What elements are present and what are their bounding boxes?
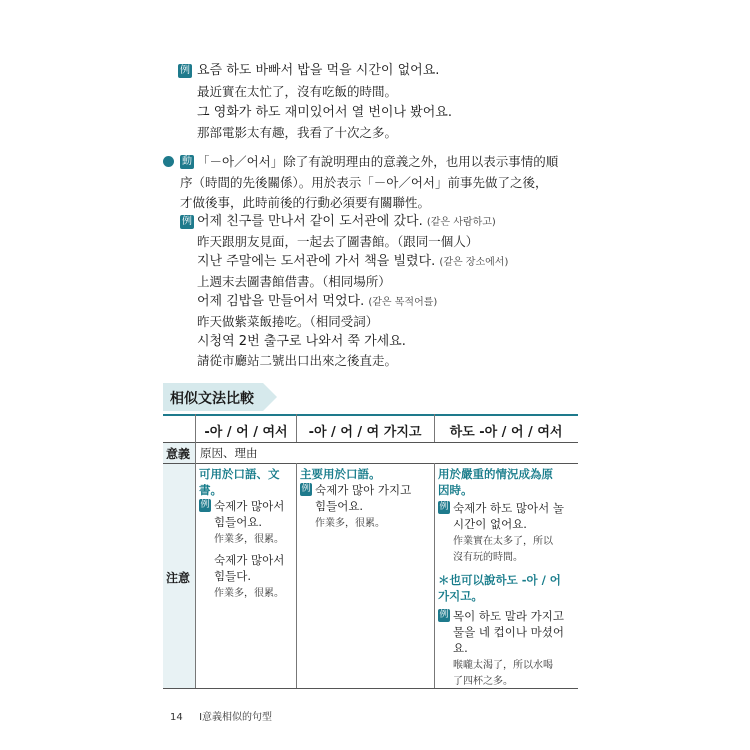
table-divider — [296, 463, 297, 688]
example-line-kr: 시청역 2번 출구로 나와서 쭉 가세요. — [197, 334, 406, 349]
example-line-kr: 요즘 하도 바빠서 밥을 먹을 시간이 없어요. — [197, 63, 440, 78]
row-label-column — [163, 442, 195, 688]
example-line-zh: 昨天跟朋友見面，一起去了圖書館。（跟同一個人） — [197, 234, 479, 249]
col3-example2 — [438, 608, 576, 690]
section-title: 相似文法比較 — [170, 391, 254, 407]
bullet-dot-icon — [163, 156, 174, 167]
chapter-title: Ⅰ意義相似的句型 — [199, 712, 273, 723]
col3-ex2-zh: 了四杯之多。 — [453, 676, 513, 687]
col2-ex-zh: 作業多，很累。 — [315, 518, 385, 529]
section-header-arrow — [263, 383, 277, 411]
example-badge: 例 — [200, 500, 210, 510]
verb-note-line: 「－아／어서」除了有說明理由的意義之外，也用以表示事情的順 — [197, 154, 559, 169]
col3-ex2-zh: 喉嚨太渴了，所以水喝 — [453, 660, 553, 671]
example-line-zh: 昨天做紫菜飯捲吃。（相同受詞） — [197, 314, 379, 329]
col3-ex1-kr: 시간이 없어요. — [453, 517, 527, 531]
example-badge: 例 — [439, 502, 449, 512]
table-top-rule — [163, 414, 578, 416]
example-line-zh: 上週末去圖書館借書。（相同場所） — [197, 274, 391, 289]
col3-ex2-kr: 요. — [453, 641, 468, 655]
col1-ex1-zh: 作業多，很累。 — [214, 534, 284, 545]
col3-also: ＊也可以說하도 -아 / 어 — [438, 573, 561, 587]
note-label: 注意 — [166, 571, 191, 585]
example-badge: 例 — [180, 65, 190, 76]
example-line-kr: 그 영화가 하도 재미있어서 열 번이나 봤어요. — [197, 105, 452, 120]
col3-head: 用於嚴重的情況成為原 — [438, 467, 553, 481]
table-divider — [434, 463, 435, 688]
verb-note-line: 序（時間的先後關係）。用於表示「－아／어서」前事先做了之後， — [180, 175, 548, 190]
example-line-kr — [197, 293, 437, 312]
col1-ex2-zh: 作業多，很累。 — [214, 588, 284, 599]
table-divider — [296, 414, 297, 442]
table-divider — [195, 414, 196, 688]
verb-badge: 動 — [182, 156, 192, 167]
page-number: 14 — [170, 712, 183, 723]
example-kr-text: 어제 김밥을 만들어서 먹었다. — [197, 294, 365, 309]
col3-ex1-zh: 沒有玩的時間。 — [453, 552, 523, 563]
example-badge: 例 — [182, 216, 192, 227]
col3-ex1-kr: 숙제가 하도 많아서 놀 — [453, 501, 564, 515]
example-note: (같은 목적어를) — [368, 297, 438, 308]
example-badge: 例 — [439, 610, 449, 620]
col3-ex2-kr: 물을 네 컵이나 마셨어 — [453, 625, 564, 639]
table-header-col1: -아 / 어 / 여서 — [204, 425, 288, 440]
col3-ex2-kr: 목이 하도 말라 가지고 — [453, 609, 564, 623]
example-line-zh: 那部電影太有趣，我看了十次之多。 — [197, 125, 398, 140]
table-header-col3: 하도 -아 / 어 / 여서 — [449, 425, 563, 440]
col2-head: 主要用於口語。 — [300, 467, 381, 481]
col1-head: 可用於口語、文 — [199, 467, 280, 481]
col2-ex-kr: 숙제가 많아 가지고 — [315, 483, 412, 497]
table-meaning-rule — [163, 463, 578, 464]
col3-content — [438, 466, 576, 690]
verb-note-line: 才做後事，此時前後的行動必須要有關聯性。 — [180, 195, 431, 210]
col2-example — [300, 482, 432, 532]
col3-example1 — [438, 500, 576, 566]
col1-ex1-kr: 숙제가 많아서 — [214, 499, 285, 513]
col1-example — [199, 498, 295, 602]
meaning-label: 意義 — [166, 447, 191, 461]
table-divider — [434, 414, 435, 442]
col1-ex2-kr: 숙제가 많아서 — [214, 553, 285, 567]
page-footer — [170, 708, 272, 723]
col3-head: 因時。 — [438, 483, 473, 497]
example-kr-text: 어제 친구를 만나서 같이 도서관에 갔다. — [197, 214, 423, 229]
table-header-col2: -아 / 어 / 여 가지고 — [308, 425, 422, 440]
col1-content — [199, 466, 295, 602]
meaning-value: 原因、理由 — [200, 446, 258, 460]
example-badge: 例 — [301, 484, 311, 494]
col1-ex2-kr: 힘들다. — [214, 569, 251, 583]
example-note: (같은 사람하고) — [426, 217, 496, 228]
example-line-zh: 請從市廳站二號出口出來之後直走。 — [197, 353, 398, 368]
example-kr-text: 지난 주말에는 도서관에 가서 책을 빌렸다. — [197, 254, 436, 269]
example-line-zh: 最近實在太忙了，沒有吃飯的時間。 — [197, 84, 398, 99]
example-note: (같은 장소에서) — [439, 257, 509, 268]
example-line-kr — [197, 253, 508, 272]
col1-ex1-kr: 힘들어요. — [214, 515, 263, 529]
example-line-kr — [197, 213, 496, 232]
col3-ex1-zh: 作業實在太多了，所以 — [453, 536, 553, 547]
table-header-rule — [163, 442, 578, 443]
col3-also: 가지고。 — [438, 589, 483, 603]
col2-content — [300, 466, 432, 532]
col2-ex-kr: 힘들어요. — [315, 499, 364, 513]
col1-head: 書。 — [199, 483, 222, 497]
